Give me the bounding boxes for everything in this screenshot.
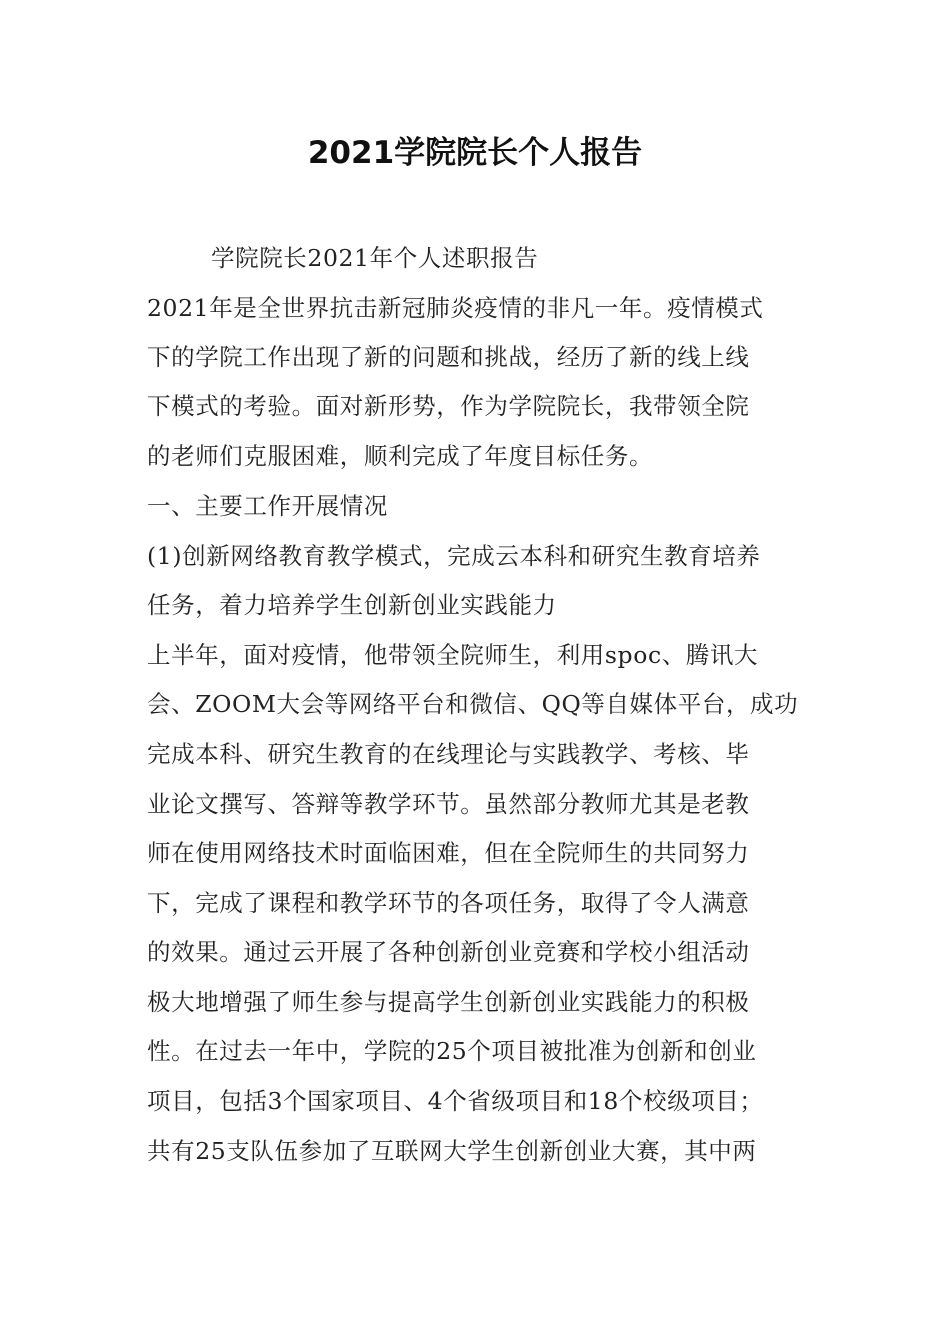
paragraph-line: 共有25支队伍参加了互联网大学生创新创业大赛，其中两 <box>147 1137 757 1165</box>
report-subtitle: 学院院长2021年个人述职报告 <box>211 244 539 272</box>
paragraph-line: 2021年是全世界抗击新冠肺炎疫情的非凡一年。疫情模式 <box>147 294 764 322</box>
subsection-heading: (1)创新网络教育教学模式，完成云本科和研究生教育培养 <box>147 542 761 570</box>
document-title: 2021学院院长个人报告 <box>307 135 643 171</box>
paragraph-line: 会、ZOOM大会等网络平台和微信、QQ等自媒体平台，成功 <box>147 690 799 718</box>
paragraph-line: 下模式的考验。面对新形势，作为学院院长，我带领全院 <box>147 392 750 420</box>
section-heading: 一、主要工作开展情况 <box>147 492 388 520</box>
paragraph-line: 项目，包括3个国家项目、4个省级项目和18个校级项目； <box>147 1087 764 1115</box>
paragraph-line: 师在使用网络技术时面临困难，但在全院师生的共同努力 <box>147 839 750 867</box>
paragraph-line: 业论文撰写、答辩等教学环节。虽然部分教师尤其是老教 <box>147 790 750 818</box>
paragraph-line: 下，完成了课程和教学环节的各项任务，取得了令人满意 <box>147 889 750 917</box>
paragraph-line: 的效果。通过云开展了各种创新创业竞赛和学校小组活动 <box>147 938 750 966</box>
paragraph-line: 极大地增强了师生参与提高学生创新创业实践能力的积极 <box>147 988 750 1016</box>
subsection-heading: 任务，着力培养学生创新创业实践能力 <box>147 591 557 619</box>
paragraph-line: 性。在过去一年中，学院的25个项目被批准为创新和创业 <box>147 1037 757 1065</box>
paragraph-line: 上半年，面对疫情，他带领全院师生，利用spoc、腾讯大 <box>147 641 759 669</box>
paragraph-line: 完成本科、研究生教育的在线理论与实践教学、考核、毕 <box>147 740 750 768</box>
paragraph-line: 的老师们克服困难，顺利完成了年度目标任务。 <box>147 442 654 470</box>
paragraph-line: 下的学院工作出现了新的问题和挑战，经历了新的线上线 <box>147 343 750 371</box>
